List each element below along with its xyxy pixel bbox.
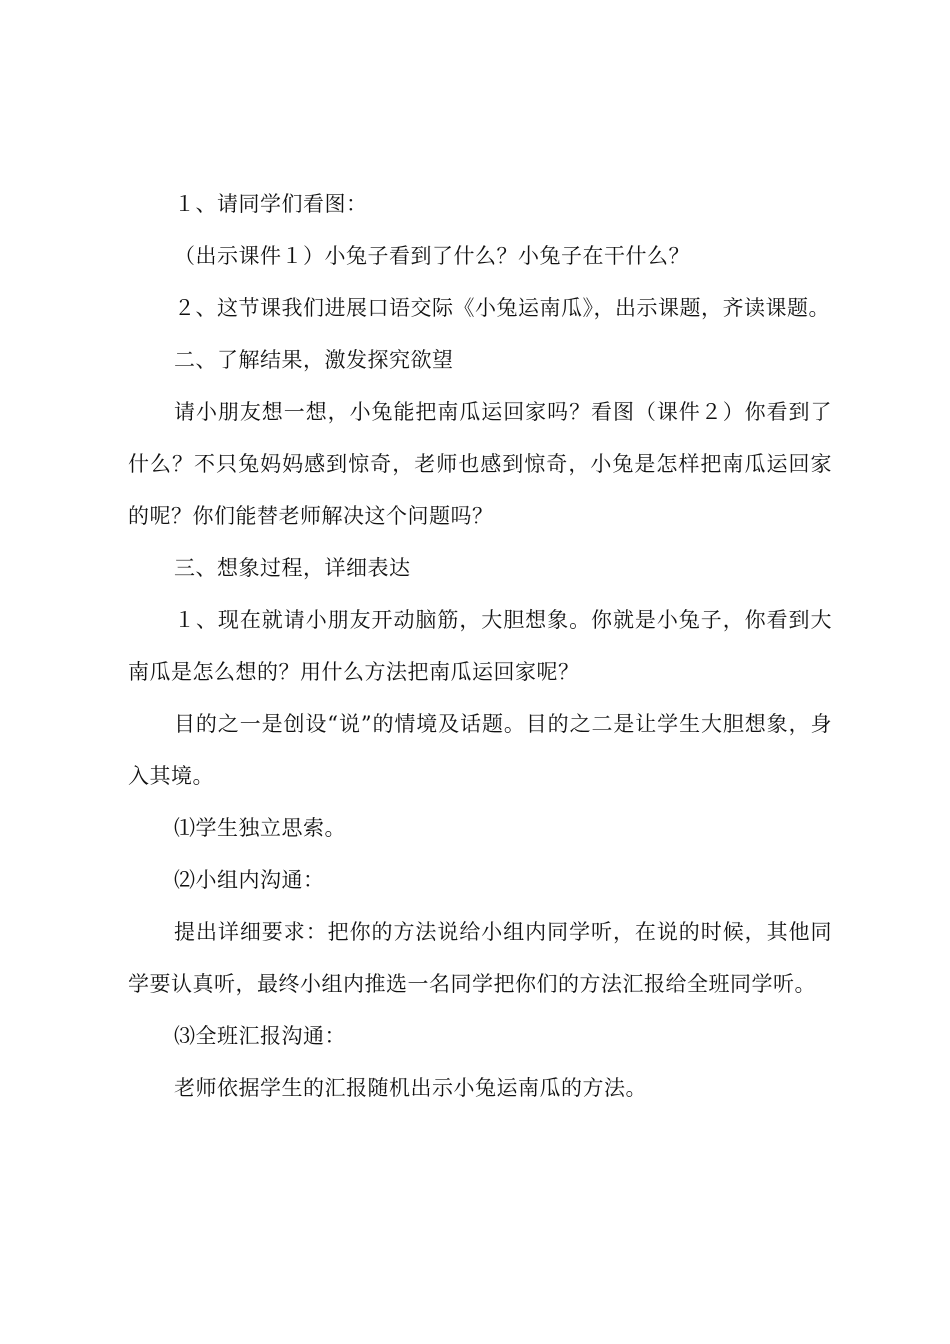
section-heading-3: 三、想象过程，详细表达 <box>174 556 411 580</box>
list-item-3: ⑶全班汇报沟通： <box>174 1024 346 1048</box>
paragraph-requirements: 提出详细要求：把你的方法说给小组内同学听，在说的时候，其他同学要认真听，最终小组内推选一名同学把你们的方法汇报给全班同学听。 <box>128 920 832 996</box>
paragraph-imagine: １、现在就请小朋友开动脑筋，大胆想象。你就是小兔子，你看到大南瓜是怎么想的？用什么方法把南瓜运回家呢？ <box>128 608 832 684</box>
paragraph-step-2: ２、这节课我们进展口语交际《小兔运南瓜》，出示课题，齐读课题。 <box>174 296 830 320</box>
paragraph-step-1: １、请同学们看图： <box>174 192 368 216</box>
paragraph-courseware-1: （出示课件１）小兔子看到了什么？小兔子在干什么？ <box>174 244 690 268</box>
paragraph-purpose: 目的之一是创设“说”的情境及话题。目的之二是让学生大胆想象，身入其境。 <box>128 712 832 788</box>
paragraph-teacher: 老师依据学生的汇报随机出示小兔运南瓜的方法。 <box>174 1076 647 1100</box>
paragraph-think: 请小朋友想一想，小兔能把南瓜运回家吗？看图（课件２）你看到了什么？不只兔妈妈感到惊奇，老师也感到惊奇，小兔是怎样把南瓜运回家的呢？你们能替老师解决这个问题吗？ <box>128 400 832 528</box>
document-body <box>128 178 832 1114</box>
list-item-2: ⑵小组内沟通： <box>174 868 325 892</box>
section-heading-2: 二、了解结果，激发探究欲望 <box>174 348 454 372</box>
list-item-1: ⑴学生独立思索。 <box>174 816 346 840</box>
